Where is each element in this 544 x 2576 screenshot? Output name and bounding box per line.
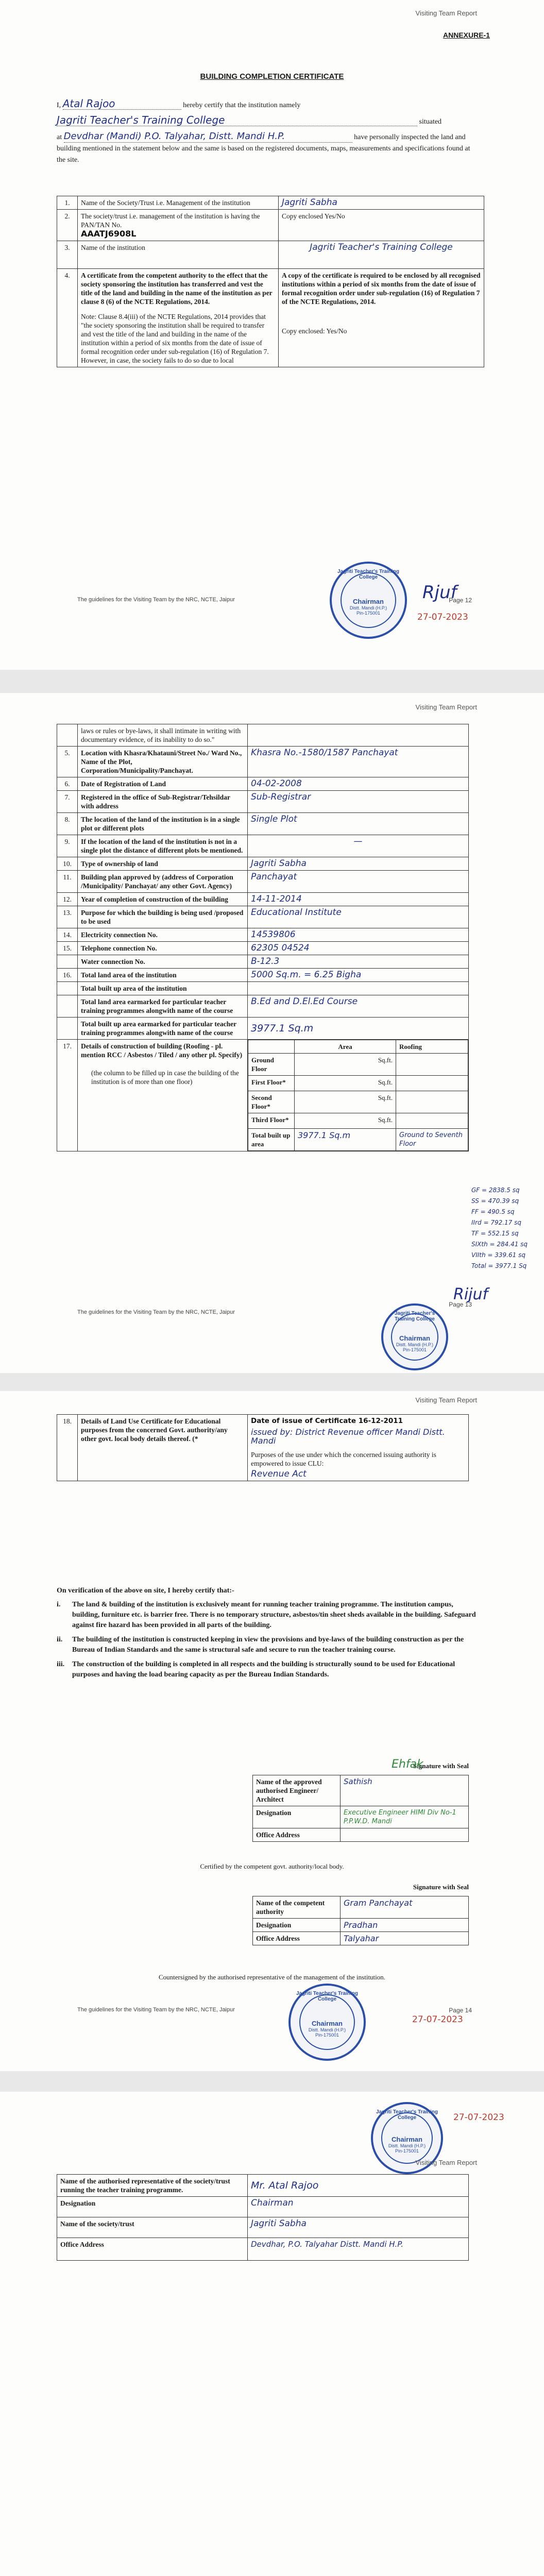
header-right: Visiting Team Report [415,703,477,711]
row-value: Khasra No.-1580/1587 Panchayat [248,747,469,777]
row-label: Name of the Society/Trust i.e. Management of the institution [78,196,279,210]
row-value: 14539806 [248,928,469,942]
header-right: Visiting Team Report [415,2159,477,2166]
table-row [57,269,484,367]
table-row [57,724,469,747]
list-item: iii. The construction of the building is completed in all respects and the building is structurally sound to be used for Educational purposes and having the load bearing capacity as per the Bureau Indian Standards. [57,1660,455,1679]
table-row: 16. Total land area of the institution 5000 Sq.m. = 6.25 Bigha [57,969,469,982]
engineer-table [252,1775,469,1842]
row-value: Jagriti Sabha [248,857,469,871]
row-label: Total land area earmarked for particular teacher training programmes alongwith name of the course [78,995,248,1018]
verification-list [57,1600,479,1684]
page-footer: The guidelines for the Visiting Team by the NRC, NCTE, Jaipur [77,597,235,603]
table-row: Name of the approved authorised Engineer/ Architect Sathish [253,1775,469,1806]
table-row: Office Address [253,1828,469,1842]
copy-enclosed: Copy enclosed: Yes/No [282,327,347,335]
countersigned-line: Countersigned by the authorised representative of the management of the institution. [158,1973,386,1981]
row-value: Date of issue of Certificate 16-12-2011 issued by: District Revenue officer Mandi Distt. Mandi Purposes of the use under which the concerned issuing authority is empowered to issue CLU: Revenue Act [248,1415,469,1481]
certifier-name: Atal Rajoo [63,98,181,110]
row-label: Water connection No. [78,955,248,969]
page-13 [0,693,544,1373]
row-value: Single Plot [248,813,469,835]
intro-text1: hereby certify that the institution namely [183,101,301,109]
signature: Rijuf [453,1285,488,1303]
row-label: Date of Registration of Land [78,777,248,791]
page-number: Page 13 [449,1301,472,1308]
engineer-signature-label: Signature with Seal [413,1762,469,1770]
row-value: Panchayat [248,871,469,893]
location-handwritten: Devdhar (Mandi) P.O. Talyahar, Distt. Mandi H.P. [64,131,352,143]
row-value: Educational Institute [248,906,469,928]
engineer-signature: Ehfak [392,1758,423,1771]
row-value: Jagriti Teacher's Training College [279,241,484,269]
table-row: 9. If the location of the land of the institution is not in a single plot the distance of different plots be mentioned. — [57,835,469,857]
table-row: 10. Type of ownership of land Jagriti Sabha [57,857,469,871]
row-value: Copy enclosed Yes/No [279,210,484,241]
signature-date: 27-07-2023 [453,2112,504,2123]
row-label: Building plan approved by (address of Corporation /Municipality/ Panchayat/ any other Govt. Agency) [78,871,248,893]
page1-table [57,196,484,367]
table-row [57,1018,469,1040]
table-row: 6. Date of Registration of Land 04-02-2008 [57,777,469,791]
page-footer: The guidelines for the Visiting Team by the NRC, NCTE, Jaipur [77,2007,235,2013]
row-value: 62305 04524 [248,942,469,955]
verification-intro: On verification of the above on site, I hereby certify that:- [57,1587,234,1595]
institution-name-handwritten: Jagriti Teacher's Training College [57,114,417,126]
row-label: Location with Khasra/Khatauni/Street No./ Ward No., Name of the Plot, Corporation/Municipality/Panchayat. [78,747,248,777]
pan-number: AAATJ6908L [81,229,137,239]
row-number: 4. [57,269,78,367]
authority-signature-label: Signature with Seal [413,1883,469,1891]
row-value: 14-11-2014 [248,893,469,906]
table-row: 11. Building plan approved by (address of Corporation /Municipality/ Panchayat/ any other Govt. Agency) Panchayat [57,871,469,893]
header-right: Visiting Team Report [415,1396,477,1404]
table-row [57,196,484,210]
table-row: 14. Electricity connection No. 14539806 [57,928,469,942]
row-number: 3. [57,241,78,269]
intro-i: I, [57,101,61,109]
document-title: BUILDING COMPLETION CERTIFICATE [200,72,344,81]
row-label: Registered in the office of Sub-Registrar/Tehsildar with address [78,791,248,813]
intro-situated: situated [419,118,442,126]
page-gap [0,2071,544,2092]
row-label: The location of the land of the institution is in a single plot or different plots [78,813,248,835]
chairman-seal: Jagriti Teacher's Training College Chairman Distt. Mandi (H.P.) Pin-175001 [381,1303,448,1370]
signature-date: 27-07-2023 [417,612,468,622]
floor-table: Area Roofing Ground Floor Sq.ft. First Floor* Sq.ft. Second Floor* Sq.ft. Third Floor* Sq.ft. Total built up area 3977.1 Sq.m Ground to Seventh Floor [248,1040,468,1151]
page-15 [0,2092,544,2576]
authority-table [252,1896,469,1945]
page-12 [0,0,544,670]
row-number: 2. [57,210,78,241]
page2-table [57,724,469,1151]
intro-at: at [57,133,62,141]
row-number: 1. [57,196,78,210]
area-calculation: GF = 2838.5 sq SS = 470.39 sq FF = 490.5 sq IIrd = 792.17 sq TF = 552.15 sq SIXth = 284.41 sq VIIth = 339.61 sq Total = 3977.1 Sq [471,1187,528,1269]
header-right: Visiting Team Report [415,9,477,17]
row-label: Purpose for which the building is being used /proposed to be used [78,906,248,928]
row-label: Details of construction of building (Roofing - pl. mention RCC / Asbestos / Tiled / any other pl. Specify) (the column to be filled up in case the building of the institution is of more than one floor) [78,1040,248,1151]
chairman-seal: Jagriti Teacher's Training College Chairman Distt. Mandi (H.P.) Pin-175001 [288,1984,366,2061]
table-row [57,995,469,1018]
row-value: 5000 Sq.m. = 6.25 Bigha [248,969,469,982]
table-row [57,982,469,995]
page-footer: The guidelines for the Visiting Team by the NRC, NCTE, Jaipur [77,1309,235,1315]
row-value: — [248,835,469,857]
table-row: Office Address Talyahar [253,1932,469,1945]
table-row [57,210,484,241]
table-row: Designation Chairman [57,2197,469,2217]
row-label: Telephone connection No. [78,942,248,955]
row-label: Total built up area of the institution [78,982,248,995]
annexure-label: ANNEXURE-1 [443,31,490,39]
table-row: Name of the authorised representative of the society/trust running the teacher training programme. Mr. Atal Rajoo [57,2175,469,2197]
row-value: B.Ed and D.El.Ed Course [248,995,469,1018]
page-gap [0,670,544,693]
intro-text2: have personally inspected the land and building mentioned in the statement below and the same is based on the registered documents, maps, measurements and specifications found at the site. [57,133,470,164]
table-row: Office Address Devdhar, P.O. Talyahar Distt. Mandi H.P. [57,2238,469,2261]
table-row: Designation Executive Engineer HIMI Div No-1 P.P.W.D. Mandi [253,1806,469,1828]
row-label: If the location of the land of the institution is not in a single plot the distance of different plots be mentioned. [78,835,248,857]
row-label: Total land area of the institution [78,969,248,982]
floor-table-cell [248,1040,469,1151]
row-label: Details of Land Use Certificate for Educational purposes from the concerned Govt. authority/any other govt. local body details thereof. (* [78,1415,248,1481]
page-number: Page 14 [449,2007,472,2014]
page-14 [0,1391,544,2071]
page3-table [57,1414,469,1481]
table-row: 12. Year of completion of construction of the building 14-11-2014 [57,893,469,906]
row-value: Sub-Registrar [248,791,469,813]
page-gap [0,1373,544,1391]
table-row [57,241,484,269]
row-value: 3977.1 Sq.m [248,1018,469,1040]
row-label: Electricity connection No. [78,928,248,942]
chairman-seal: Jagriti Teacher's Training College Chairman Distt. Mandi (H.P.) Pin-175001 [371,2102,443,2174]
table-row: 13. Purpose for which the building is being used /proposed to be used Educational Institute [57,906,469,928]
table-row: 5. Location with Khasra/Khatauni/Street No./ Ward No., Name of the Plot, Corporation/Municipality/Panchayat. Khasra No.-1580/1587 Panchayat [57,747,469,777]
row-label: Type of ownership of land [78,857,248,871]
page-number: Page 12 [449,597,472,604]
table-row: 18. Details of Land Use Certificate for Educational purposes from the concerned Govt. authority/any other govt. local body details thereof. (* Date of issue of Certificate 16-12-2011 issued by: District Revenue officer Mandi Distt. Mandi Purposes of the use under which the concerned issuing authority is empowered to issue CLU: Revenue Act [57,1415,469,1481]
row-label: Name of the institution [78,241,279,269]
signature: Rjuf [422,582,457,603]
intro-paragraph [57,98,479,166]
table-row: Designation Pradhan [253,1919,469,1932]
row-label: laws or rules or bye-laws, it shall intimate in writing with documentary evidence, of its inability to do so." [78,724,248,747]
signature-date: 27-07-2023 [412,2014,463,2025]
row-label: Total built up area earmarked for particular teacher training programmes alongwith name of the course [78,1018,248,1040]
table-row [57,955,469,969]
row-value: 04-02-2008 [248,777,469,791]
chairman-seal: Jagriti Teacher's Training College Chairman Distt. Mandi (H.P.) Pin-175001 [330,562,407,639]
row-note: Note: Clause 8.4(iii) of the NCTE Regulations, 2014 provides that "the society sponsoring the institution shall be required to transfer and vest the title of the land and building in the name of the institution within a period of six months from the date of issue of formal recognition order under sub-regulation (16) of Regulation 7. However, in case, the society fails to do so due to local [81,313,269,364]
certified-line: Certified by the competent govt. authority/local body. [200,1862,344,1870]
table-row-17: 17. Details of construction of building (Roofing - pl. mention RCC / Asbestos / Tiled / any other pl. Specify) (the column to be filled up in case the building of the institution is of more than one floor) Area Roofing Ground Floor Sq.ft. First Floor* Sq.ft. Second Floor* Sq.ft. Third Floor* Sq.ft. Total built up area 3977.1 Sq.m Ground to Seventh Floor [57,1040,469,1151]
row-value: Jagriti Sabha [279,196,484,210]
table-row: 7. Registered in the office of Sub-Registrar/Tehsildar with address Sub-Registrar [57,791,469,813]
page4-table [57,2174,469,2261]
list-item: i. The land & building of the institution is exclusively meant for running teacher training programme. The institution campus, building, furniture etc. is barrier free. There is no temporary structure, asbestos/tin sheet sheds available in the building. Safeguard against fire hazard has been provided in all parts of the building. [57,1601,476,1629]
list-item: ii. The building of the institution is constructed keeping in view the provisions and bye-laws of the building construction as per the Bureau of Indian Standards and the same is structural safe and secure to run the teacher training course. [57,1636,464,1654]
table-row: Name of the competent authority Gram Panchayat [253,1896,469,1919]
table-row: Name of the society/trust Jagriti Sabha [57,2217,469,2238]
table-row: 15. Telephone connection No. 62305 04524 [57,942,469,955]
row-value [248,982,469,995]
row-label: Year of completion of construction of the building [78,893,248,906]
row-value: B-12.3 [248,955,469,969]
row-note: (the column to be filled up in case the building of the institution is of more than one floor) [91,1069,239,1086]
row-label: A certificate from the competent authority to the effect that the society sponsoring the institution has transferred and vest the title of the land and building in the name of the institution as per clause 8 (6) of the NCTE Regulations, 2014. Note: Clause 8.4(iii) of the NCTE Regulations, 2014 provides that "the society sponsoring the institution shall be required to transfer and vest the title of the land and building in the name of the institution within a period of six months from the date of issue of formal recognition order under sub-regulation (16) of Regulation 7. However, in case, the society fails to do so due to local [78,269,279,367]
table-row: 8. The location of the land of the institution is in a single plot or different plots Single Plot [57,813,469,835]
row-label: The society/trust i.e. management of the institution is having the PAN/TAN No. AAATJ6908L [78,210,279,241]
row-value: A copy of the certificate is required to be enclosed by all recognised institutions within a period of six months from the date of issue of formal recognition order under sub-regulation (16) of Regulation 7 of the NCTE Regulations, 2014. Copy enclosed: Yes/No [279,269,484,367]
